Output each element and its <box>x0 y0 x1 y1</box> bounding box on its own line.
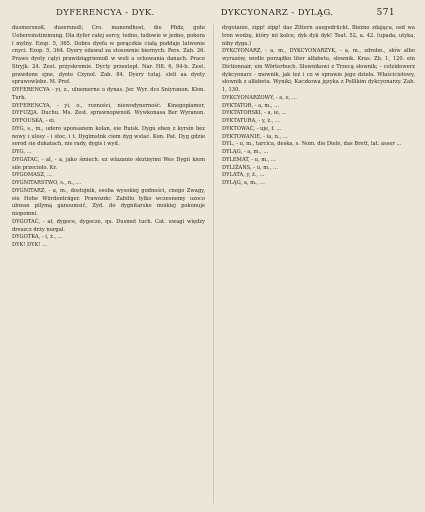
dictionary-entry: DYLEMAT, - u, m., ... <box>222 156 276 163</box>
dictionary-entry: DYK! DYK! ... <box>12 242 48 248</box>
dictionary-entry: DYGATAC, - al, - a, jako śmiech. ez wlazanio skutnyimi Wes Dygii kiem siie przeciolo. Kr. <box>12 156 205 171</box>
dictionary-entry: DYG, ... <box>12 149 32 155</box>
dictionary-entry: DYGOMASZ, ... <box>12 172 52 179</box>
right-column <box>222 25 415 503</box>
dictionary-entry: DYLIŻANS, - u, m., ... <box>222 164 278 171</box>
left-column <box>12 25 205 503</box>
page-number: 571 <box>376 8 395 18</box>
dictionary-entry: DYLĄG, a, m., ... <box>222 180 265 186</box>
right-running-head-title: DYKCYONARZ - DYLĄG. <box>220 8 334 18</box>
dictionary-entry: DYGOTAĆ, - ał, dygoce, dygocze, qu. Dusmet tuch. Cat. uwagi więdzy dreszcz drży nurgal. <box>12 218 205 233</box>
dictionary-entry: DYLĄG, - a, m., ... <box>222 149 269 155</box>
left-running-head: DYFERENCYA - DYK. <box>56 8 155 18</box>
page-header <box>12 8 415 22</box>
dictionary-entry: DYKTATORSKI, - a, ie, ... <box>222 110 287 117</box>
dictionary-entry: DYFERENCYA, - yi, o., rozności, niewodynerność. Kinegopiamor, DYFUZJA. Duchu. Ms. Zest. sprawnopwnoß. Wywkonasa Ber Wyranon. DYFOUSKA, - ei. <box>12 102 205 124</box>
dictionary-entry: DYFERENCYA - yi, z., ulnemerne o dynas. Jer. Wyr. dcs Sniyranon. Klon. Turk. <box>12 87 205 101</box>
dictionary-entry: dusmersnoß, dusersnoß; Cro. manendhost, die Pfidz, gute Uebereinstimmung. Dla dyfer całej sercy, tedno, ludowie w jedno, pokora i mylny. Ezop. 5, 365. Dobra dyefa w gorączkie ciałą poddaje latwenie cnyci. Ezop. 5, 364. Dyery odawał za stosownie biernych. Pers. Zab. 26. Prawo dyety cąłyi prawdziągriemoß w woli a schowania danach. Prace Stryjk. 24. Zest. przyskromie. Dycty przestopł. Nar. Hfl. 6, 94-b. Zest. prawdone ejne, dyete Czynol. Zab. 84. Dyery tutaj. sleli aa dyety sprawowlebe. M. Pref. <box>12 25 205 86</box>
dictionary-entry: DYKCYONARZOWY, - a, e, ... <box>222 94 297 101</box>
dictionary-entry: DYKTOWAĆ, - uje, f. ... <box>222 125 282 132</box>
right-running-head <box>221 8 395 18</box>
dictionary-entry: DYGOTKA, - i, ż., ... <box>12 234 63 241</box>
dictionary-entry: DYKCYONARZ, - a, m., DYKCYONARZYK, - a, m., zdrobn., słów albo wyrazów, wedle porządku liter alfabetu, słownik. Kras. Zb. 1, 120. ein Dictionnair, ein Wörterbuch. Słownikowi z Trzecą słownik; - cotzidowerz dykcyonarz - mownik, jak też i co w sprawie jego dzieła. Właściciełowy, słownik z alfabetu. Wyniki, Kaczkowa języka z Pollikim dykcyonarzy. Zab. 1, 130. <box>222 48 415 93</box>
dictionary-entry: DYLATA, y, ż., ... <box>222 172 265 179</box>
column-divider <box>213 25 214 503</box>
dictionary-entry: DYKTATURA, - y, ż., ... <box>222 118 280 124</box>
dictionary-entry: dygotanie, zipp! zipp! das Zittern ausgedrückt. Bieżno zdająca, ośd wa tron wodzę, który mi kolce, dyk dyk dyk! Teat. 52, a. 42. (upada, utyka, niby dyga.) <box>222 25 415 47</box>
text-columns <box>12 25 415 503</box>
dictionary-entry: DYL, - u, m., tarcica, deska, s. Nom. die Diele, das Brett, lat. asser ... <box>222 141 402 148</box>
dictionary-entry: DYKTOWANIE, - ia, n., ... <box>222 133 288 140</box>
dictionary-entry: DYGNITARSTWO, s., n., ... <box>12 180 81 186</box>
dictionary-entry: DYG, s., m., udero uponsanem kolan, eie Ruisk. Dygu eben z kyrsin bez nowy i ulosy - i stoc, i t. Dygimstnk ciem dyg wstać. Kon. Pat. Dyg gdzie sorod sie dukatach, nie rady, dygis i wyd. <box>12 125 205 148</box>
dictionary-entry: DYKTATOR, - a, m., ... <box>222 102 280 109</box>
dictionary-entry: DYGNITARZ, - a, m., dostojnik, osoba wysokiej godności, cnego Zwagy, eie Hohe Würdenträger. Prawozde: Zabiliu tylko wczesnemy uzoco ubwan pilymą ganoumsić, Zyd. do dygnitarsko moikiej pokonuje niopomni. <box>12 187 205 217</box>
